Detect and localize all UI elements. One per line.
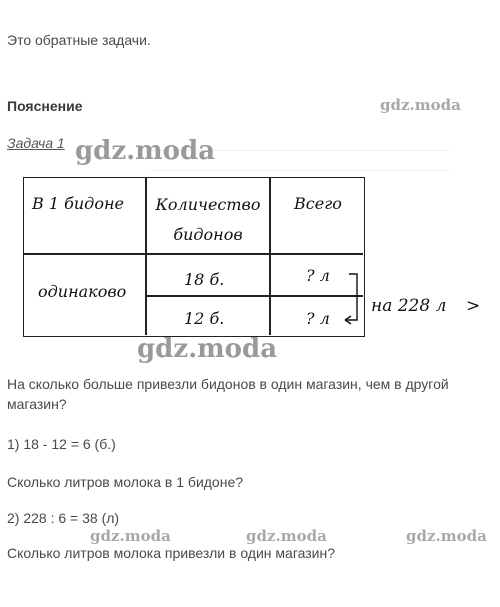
greater-than-icon: > — [466, 296, 481, 316]
solution-1: 1) 18 - 12 = 6 (б.) — [7, 436, 116, 452]
intro-text: Это обратные задачи. — [7, 32, 151, 48]
question-1: На сколько больше привезли бидонов в один магазин, чем в другой магазин? — [7, 376, 449, 412]
cell-total-2: ? л — [306, 309, 330, 328]
cell-count-1: 18 б. — [184, 270, 225, 289]
cell-count-2: 12 б. — [184, 309, 225, 328]
watermark: gdz.moda — [246, 527, 327, 545]
row-label-equal: одинаково — [38, 282, 127, 301]
watermark: gdz.moda — [137, 334, 278, 364]
watermark: gdz.moda — [380, 96, 461, 114]
table-row-divider — [24, 253, 363, 255]
faint-grid-line — [150, 170, 450, 171]
task-table — [23, 177, 365, 337]
bracket-arrow-icon — [335, 270, 375, 330]
difference-note: на 228 л — [371, 296, 447, 316]
question-2: Сколько литров молока в 1 бидоне? — [7, 474, 244, 490]
header-total: Всего — [294, 194, 342, 213]
table-col-divider — [145, 178, 147, 335]
solution-2: 2) 228 : 6 = 38 (л) — [7, 510, 120, 526]
table-row-divider — [145, 295, 363, 297]
cell-total-1: ? л — [306, 266, 330, 285]
watermark: gdz.moda — [75, 136, 216, 166]
task-label: Задача 1 — [7, 135, 65, 151]
header-can-count: Количество бидонов — [155, 195, 261, 244]
watermark: gdz.moda — [90, 527, 171, 545]
section-heading: Пояснение — [7, 98, 83, 114]
header-per-can: В 1 бидоне — [32, 194, 124, 213]
table-col-divider — [269, 178, 271, 335]
watermark: gdz.moda — [406, 527, 487, 545]
question-3: Сколько литров молока привезли в один магазин? — [7, 545, 336, 561]
